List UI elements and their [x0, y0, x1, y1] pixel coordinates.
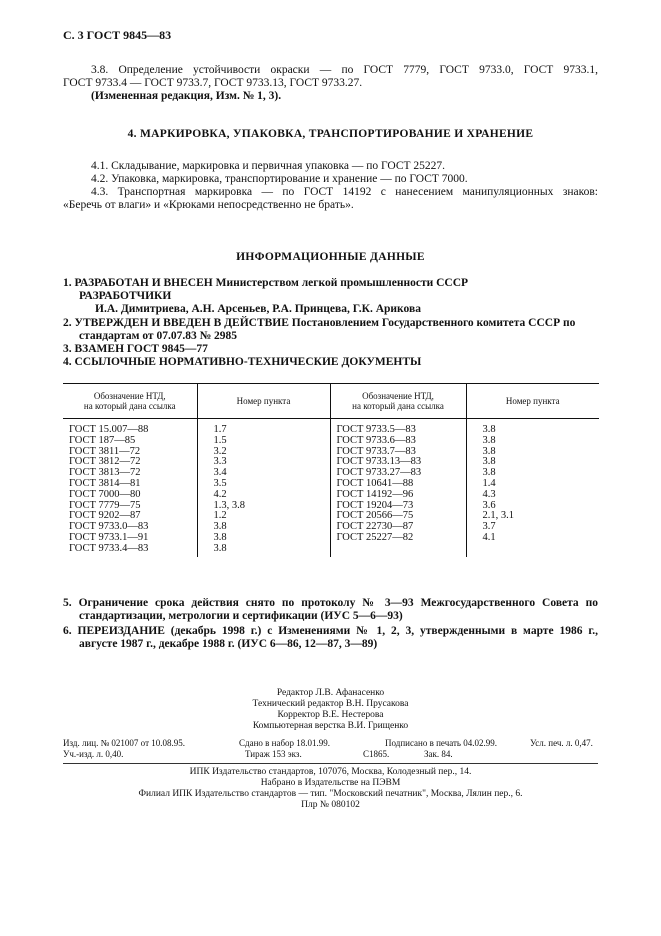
col-header-doc-left: Обозначение НТД, на который дана ссылка — [63, 384, 197, 419]
para-4-3-line2: «Беречь от влаги» и «Крюками непосредственно не брать». — [63, 199, 354, 211]
para-3-8-line2: ГОСТ 9733.4 — ГОСТ 9733.7, ГОСТ 9733.13, ГОСТ 9733.27. — [63, 77, 363, 89]
imprint-license: Изд. лиц. № 021007 от 10.08.95. — [63, 738, 185, 748]
para-4-3-line1: 4.3. Транспортная маркировка — по ГОСТ 14192 с нанесением манипуляционных знаков: — [91, 186, 598, 198]
info-item-4: 4. ССЫЛОЧНЫЕ НОРМАТИВНО-ТЕХНИЧЕСКИЕ ДОКУМЕНТЫ — [63, 356, 422, 368]
credit-corrector: Корректор В.Е. Нестерова — [277, 710, 384, 720]
imprint-print-sheets: Усл. печ. л. 0,47. — [530, 738, 593, 748]
page-header: С. 3 ГОСТ 9845—83 — [63, 28, 172, 42]
section-4-heading: 4. МАРКИРОВКА, УПАКОВКА, ТРАНСПОРТИРОВАНИЕ И ХРАНЕНИЕ — [127, 128, 534, 140]
publisher-line-2: Набрано в Издательстве на ПЭВМ — [260, 778, 401, 788]
credit-tech-editor: Технический редактор В.Н. Прусакова — [252, 699, 409, 709]
info-item-6: 6. ПЕРЕИЗДАНИЕ (декабрь 1998 г.) с Изменениями № 1, 2, 3, утвержденными в марте 1986 г., — [63, 625, 598, 637]
col-header-item-right: Номер пункта — [466, 384, 599, 419]
credit-layout: Компьютерная верстка В.И. Грищенко — [252, 721, 409, 731]
col-header-item-left: Номер пункта — [197, 384, 330, 419]
para-4-1: 4.1. Складывание, маркировка и первичная упаковка — по ГОСТ 25227. — [91, 160, 446, 172]
credit-editor: Редактор Л.В. Афанасенко — [276, 688, 385, 698]
para-4-2: 4.2. Упаковка, маркировка, транспортирование и хранение — по ГОСТ 7000. — [91, 173, 468, 185]
imprint-pub-sheets: Уч.-изд. л. 0,40. — [63, 749, 124, 759]
imprint-circulation: Тираж 153 экз. — [245, 749, 302, 759]
footer-divider — [63, 763, 598, 764]
publisher-line-1: ИПК Издательство стандартов, 107076, Москва, Колодезный пер., 14. — [189, 767, 472, 777]
right-item-list: 3.8 3.8 3.8 3.8 3.8 1.4 4.3 3.6 2.1, 3.1 3.7 4.1 — [466, 419, 599, 557]
info-item-5-cont: стандартизации, метрологии и сертификации (ИУС 5—6—93) — [79, 610, 403, 622]
publisher-line-3: Филиал ИПК Издательство стандартов — тип. "Московский печатник", Москва, Лялин пер., 6. — [138, 789, 523, 799]
left-doc-list: ГОСТ 15.007—88 ГОСТ 187—85 ГОСТ 3811—72 ГОСТ 3812—72 ГОСТ 3813—72 ГОСТ 3814—81 ГОСТ 7000—80 ГОСТ 7779—75 ГОСТ 9202—87 ГОСТ 9733.0—83 ГОСТ 9733.1—91 ГОСТ 9733.4—83 — [69, 424, 149, 554]
info-item-3: 3. ВЗАМЕН ГОСТ 9845—77 — [63, 343, 208, 355]
info-item-6-cont: августе 1987 г., декабре 1988 г. (ИУС 6—86, 12—87, 3—89) — [79, 638, 378, 650]
amendment-note: (Измененная редакция, Изм. № 1, 3). — [91, 90, 282, 102]
info-developers-names: И.А. Димитриева, А.Н. Арсеньев, Р.А. Принцева, Г.К. Арикова — [95, 303, 421, 315]
right-doc-list: ГОСТ 9733.5—83 ГОСТ 9733.6—83 ГОСТ 9733.7—83 ГОСТ 9733.13—83 ГОСТ 9733.27—83 ГОСТ 10641—88 ГОСТ 14192—96 ГОСТ 19204—73 ГОСТ 20566—75 ГОСТ 22730—87 ГОСТ 25227—82 — [330, 419, 466, 557]
info-item-2: 2. УТВЕРЖДЕН И ВВЕДЕН В ДЕЙСТВИЕ Постановлением Государственного комитета СССР по — [63, 317, 576, 329]
info-heading: ИНФОРМАЦИОННЫЕ ДАННЫЕ — [236, 251, 425, 263]
info-item-1: 1. РАЗРАБОТАН И ВНЕСЕН Министерством легкой промышленности СССР — [63, 277, 469, 289]
imprint-signed: Подписано в печать 04.02.99. — [385, 738, 498, 748]
left-item-list: 1.7 1.5 3.2 3.3 3.4 3.5 4.2 1.3, 3.8 1.2 3.8 3.8 3.8 — [197, 419, 330, 557]
imprint-code: С1865. — [363, 749, 390, 759]
imprint-sent: Сдано в набор 18.01.99. — [239, 738, 331, 748]
info-item-2-cont: стандартам от 07.07.83 № 2985 — [79, 330, 238, 342]
para-3-8-line1: 3.8. Определение устойчивости окраски — по ГОСТ 7779, ГОСТ 9733.0, ГОСТ 9733.1, — [91, 64, 598, 76]
imprint-order: Зак. 84. — [424, 749, 453, 759]
info-item-5: 5. Ограничение срока действия снято по протоколу № 3—93 Межгосударственного Совета по — [63, 597, 598, 609]
publisher-line-4: Плр № 080102 — [301, 800, 360, 810]
info-developers-label: РАЗРАБОТЧИКИ — [79, 290, 172, 302]
reference-docs-table — [63, 383, 599, 557]
col-header-doc-right: Обозначение НТД, на который дана ссылка — [330, 384, 466, 419]
